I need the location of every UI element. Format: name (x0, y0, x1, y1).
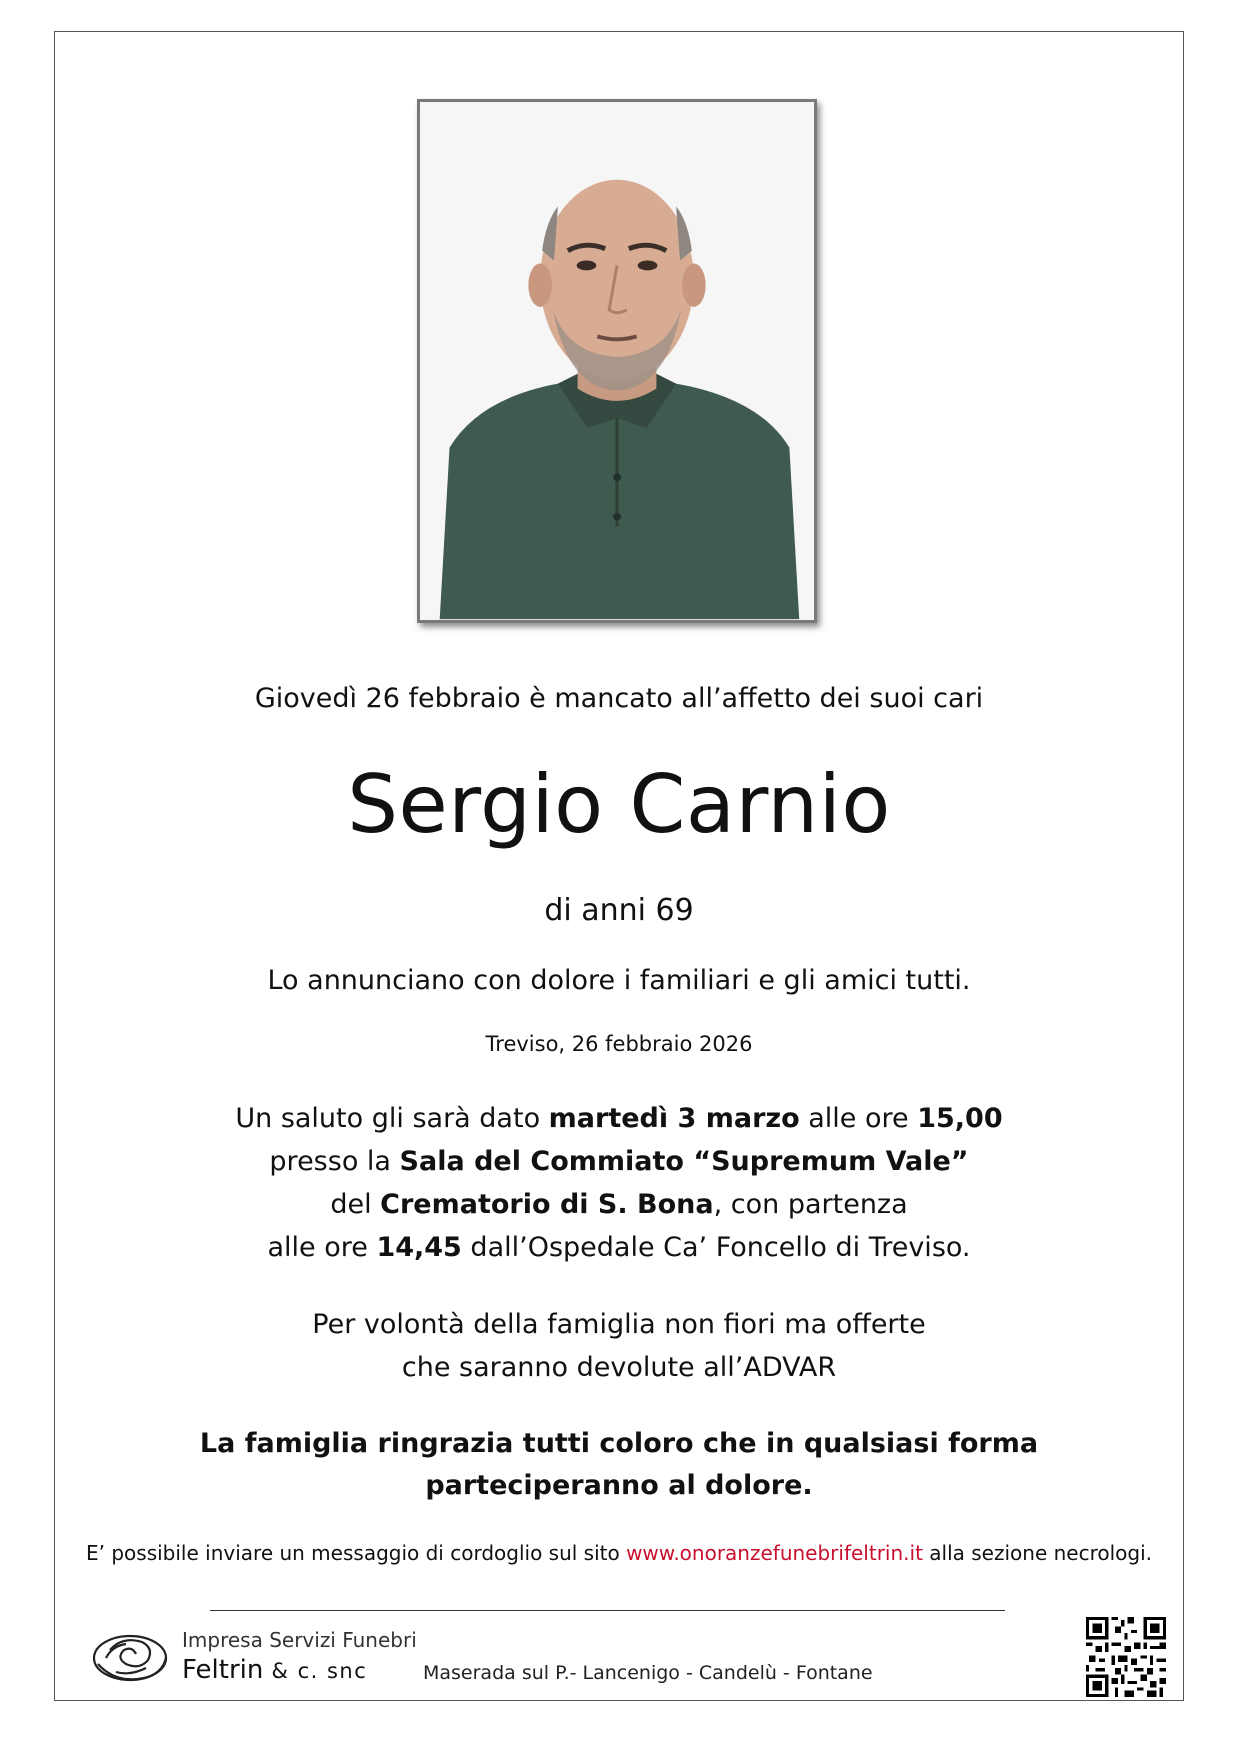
condolence-note: E’ possibile inviare un messaggio di cordoglio sul sito www.onoranzefunebrifeltrin.it alla sezione necrologi. (86, 1541, 1152, 1565)
service-details (54, 1097, 1184, 1269)
intro-text: Giovedì 26 febbraio è mancato all’affetto dei suoi cari (254, 683, 984, 714)
service-line-3: del Crematorio di S. Bona, con partenza (330, 1189, 908, 1220)
firm-name: Feltrin & c. snc (182, 1655, 368, 1685)
place-date: Treviso, 26 febbraio 2026 (485, 1032, 753, 1056)
deceased-age: di anni 69 (544, 893, 694, 928)
firm-subtitle: Impresa Servizi Funebri (182, 1628, 417, 1652)
deceased-name: Sergio Carnio (347, 758, 891, 851)
service-line-1: Un saluto gli sarà dato martedì 3 marzo alle ore 15,00 (235, 1103, 1003, 1134)
service-line-2: presso la Sala del Commiato “Supremum Vale” (269, 1146, 969, 1177)
family-wishes (54, 1303, 1184, 1389)
thanks-line-2: parteciperanno al dolore. (425, 1470, 813, 1501)
wishes-line-1: Per volontà della famiglia non fiori ma offerte (312, 1309, 926, 1340)
firm-locations: Maserada sul P.- Lancenigo - Candelù - Fontane (423, 1662, 873, 1684)
rose-logo-icon (86, 1628, 170, 1690)
family-thanks (54, 1423, 1184, 1507)
announcement-text: Lo annunciano con dolore i familiari e gli amici tutti. (267, 965, 971, 996)
qr-code-icon[interactable] (1086, 1617, 1166, 1697)
footer-divider (210, 1610, 1005, 1611)
wishes-line-2: che saranno devolute all’ADVAR (401, 1352, 837, 1383)
thanks-line-1: La famiglia ringrazia tutti coloro che in qualsiasi forma (199, 1428, 1039, 1459)
website-link[interactable]: www.onoranzefunebrifeltrin.it (626, 1541, 923, 1565)
service-line-4: alle ore 14,45 dall’Ospedale Ca’ Foncello di Treviso. (267, 1232, 971, 1263)
portrait-photo (417, 99, 817, 623)
